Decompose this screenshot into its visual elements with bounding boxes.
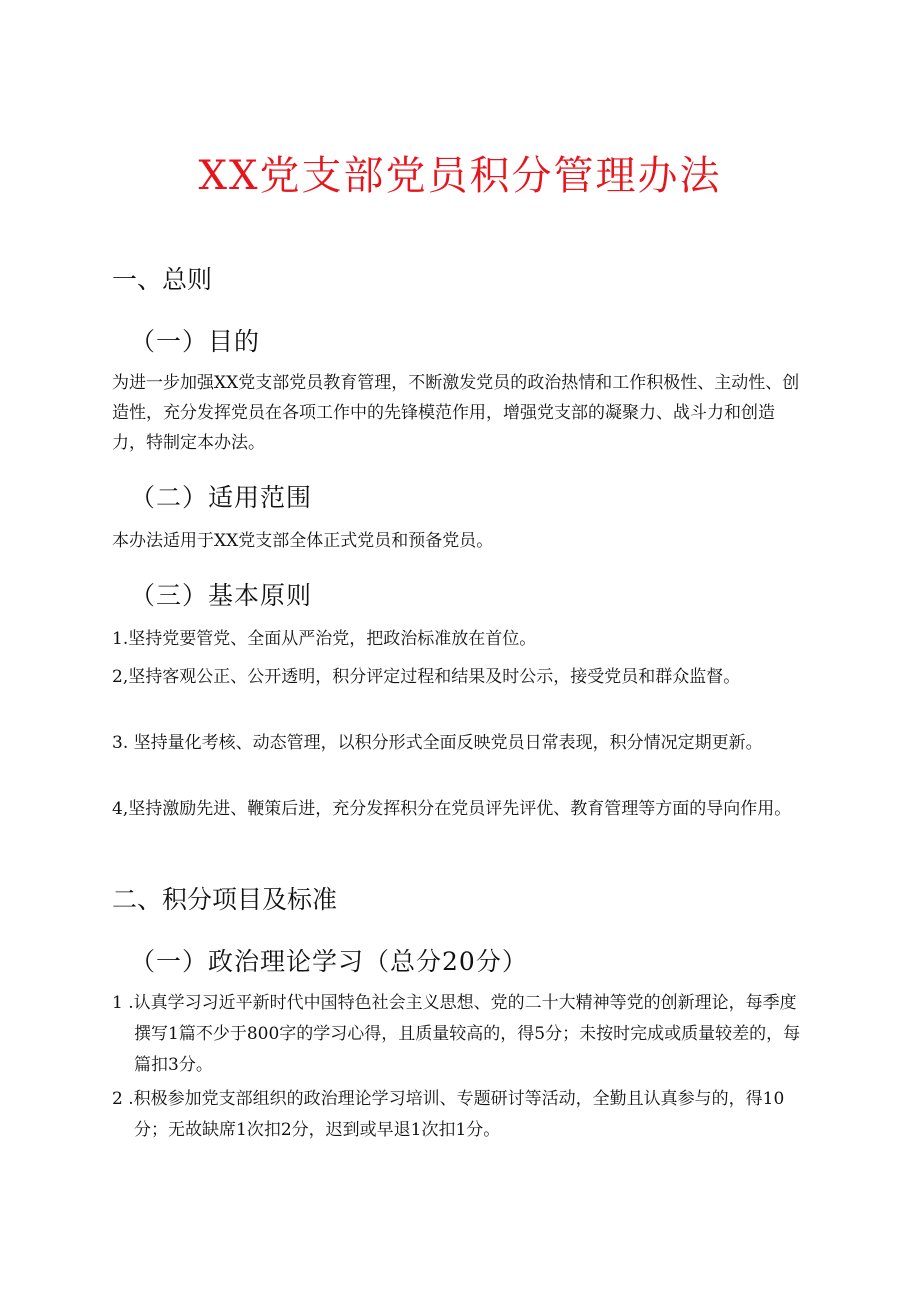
section-1-1-heading: （一）目的 bbox=[130, 327, 261, 356]
section-1-heading: 一、总则 bbox=[112, 265, 213, 294]
principle-item: 4,坚持激励先进、鞭策后进，充分发挥积分在党员评先评优、教育管理等方面的导向作用。 bbox=[112, 799, 792, 819]
scoring-item: 2 .积极参加党支部组织的政治理论学习培训、专题研讨等活动，全勤且认真参与的，得10分；无故缺席1次扣2分，迟到或早退1次扣1分。 bbox=[112, 1089, 785, 1140]
principle-item: 1.坚持党要管党、全面从严治党，把政治标准放在首位。 bbox=[112, 629, 537, 649]
section-1-2-text: 本办法适用于XX党支部全体正式党员和预备党员。 bbox=[112, 531, 494, 551]
section-2-1-heading: （一）政治理论学习（总分20分） bbox=[130, 947, 528, 976]
principle-item: 3. 坚持量化考核、动态管理，以积分形式全面反映党员日常表现，积分情况定期更新。 bbox=[112, 733, 763, 753]
section-1-2-heading: （二）适用范围 bbox=[130, 483, 313, 512]
document-title: XX党支部党员积分管理办法 bbox=[198, 153, 722, 199]
principle-item: 2,坚持客观公正、公开透明，积分评定过程和结果及时公示，接受党员和群众监督。 bbox=[112, 667, 741, 687]
section-1-3-heading: （三）基本原则 bbox=[130, 581, 313, 610]
scoring-item: 1 .认真学习习近平新时代中国特色社会主义思想、党的二十大精神等党的创新理论，每季度撰写1篇不少于800字的学习心得，且质量较高的，得5分；未按时完成或质量较差的，每篇扣3分。 bbox=[112, 993, 801, 1075]
section-1-1-text: 为进一步加强XX党支部党员教育管理，不断激发党员的政治热情和工作积极性、主动性、创造性，充分发挥党员在各项工作中的先锋模范作用，增强党支部的凝聚力、战斗力和创造力，特制定本办法。 bbox=[112, 373, 800, 453]
section-2-heading: 二、积分项目及标准 bbox=[112, 885, 338, 914]
